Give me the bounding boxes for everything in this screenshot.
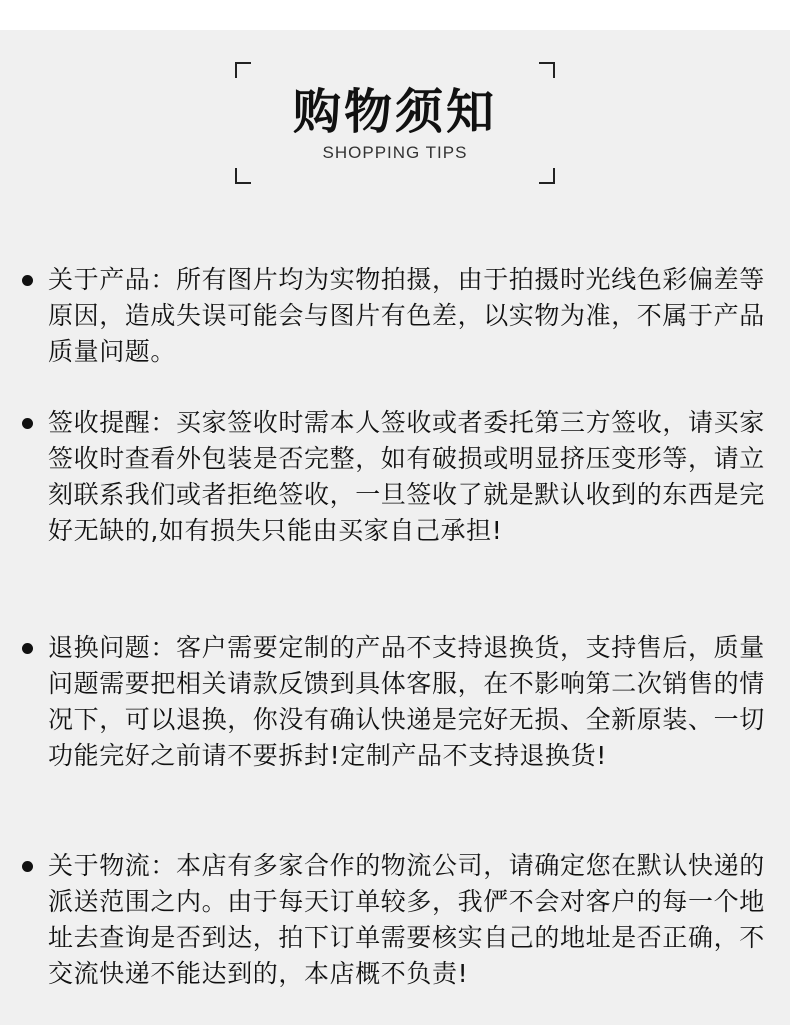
section-receipt xyxy=(22,405,774,549)
section-text: 退换问题：客户需要定制的产品不支持退换货，支持售后，质量问题需要把相关请款反馈到具体客服，在不影响第二次销售的情况下，可以退换，你没有确认快递是完好无损、全新原装、一切功能完好之前请不要拆封!定制产品不支持退换货! xyxy=(48,633,765,770)
corner-bracket-bottom-right xyxy=(539,168,555,184)
corner-bracket-bottom-left xyxy=(235,168,251,184)
bullet-dot-icon xyxy=(22,643,33,654)
section-text: 签收提醒：买家签收时需本人签收或者委托第三方签收，请买家签收时查看外包装是否完整，如有破损或明显挤压变形等，请立刻联系我们或者拒绝签收，一旦签收了就是默认收到的东西是完好无缺的,如有损失只能由买家自己承担! xyxy=(48,408,765,545)
section-returns xyxy=(22,630,774,774)
bullet-dot-icon xyxy=(22,861,33,872)
bullet-dot-icon xyxy=(22,418,33,429)
page-title: 购物须知 xyxy=(292,84,497,140)
top-strip xyxy=(0,0,790,30)
bullet-dot-icon xyxy=(22,275,33,286)
header-block xyxy=(235,62,555,184)
corner-bracket-top-right xyxy=(539,62,555,78)
corner-bracket-top-left xyxy=(235,62,251,78)
section-text: 关于物流：本店有多家合作的物流公司，请确定您在默认快递的派送范围之内。由于每天订单较多，我俨不会对客户的每一个地址去查询是否到达，拍下订单需要核实自己的地址是否正确，不交流快递不能达到的，本店概不负责! xyxy=(48,851,765,988)
section-text: 关于产品：所有图片均为实物拍摄，由于拍摄时光线色彩偏差等原因，造成失误可能会与图片有色差，以实物为准，不属于产品质量问题。 xyxy=(48,265,765,366)
page-subtitle: SHOPPING TIPS xyxy=(322,143,468,162)
section-logistics xyxy=(22,848,774,992)
section-product xyxy=(22,262,774,370)
